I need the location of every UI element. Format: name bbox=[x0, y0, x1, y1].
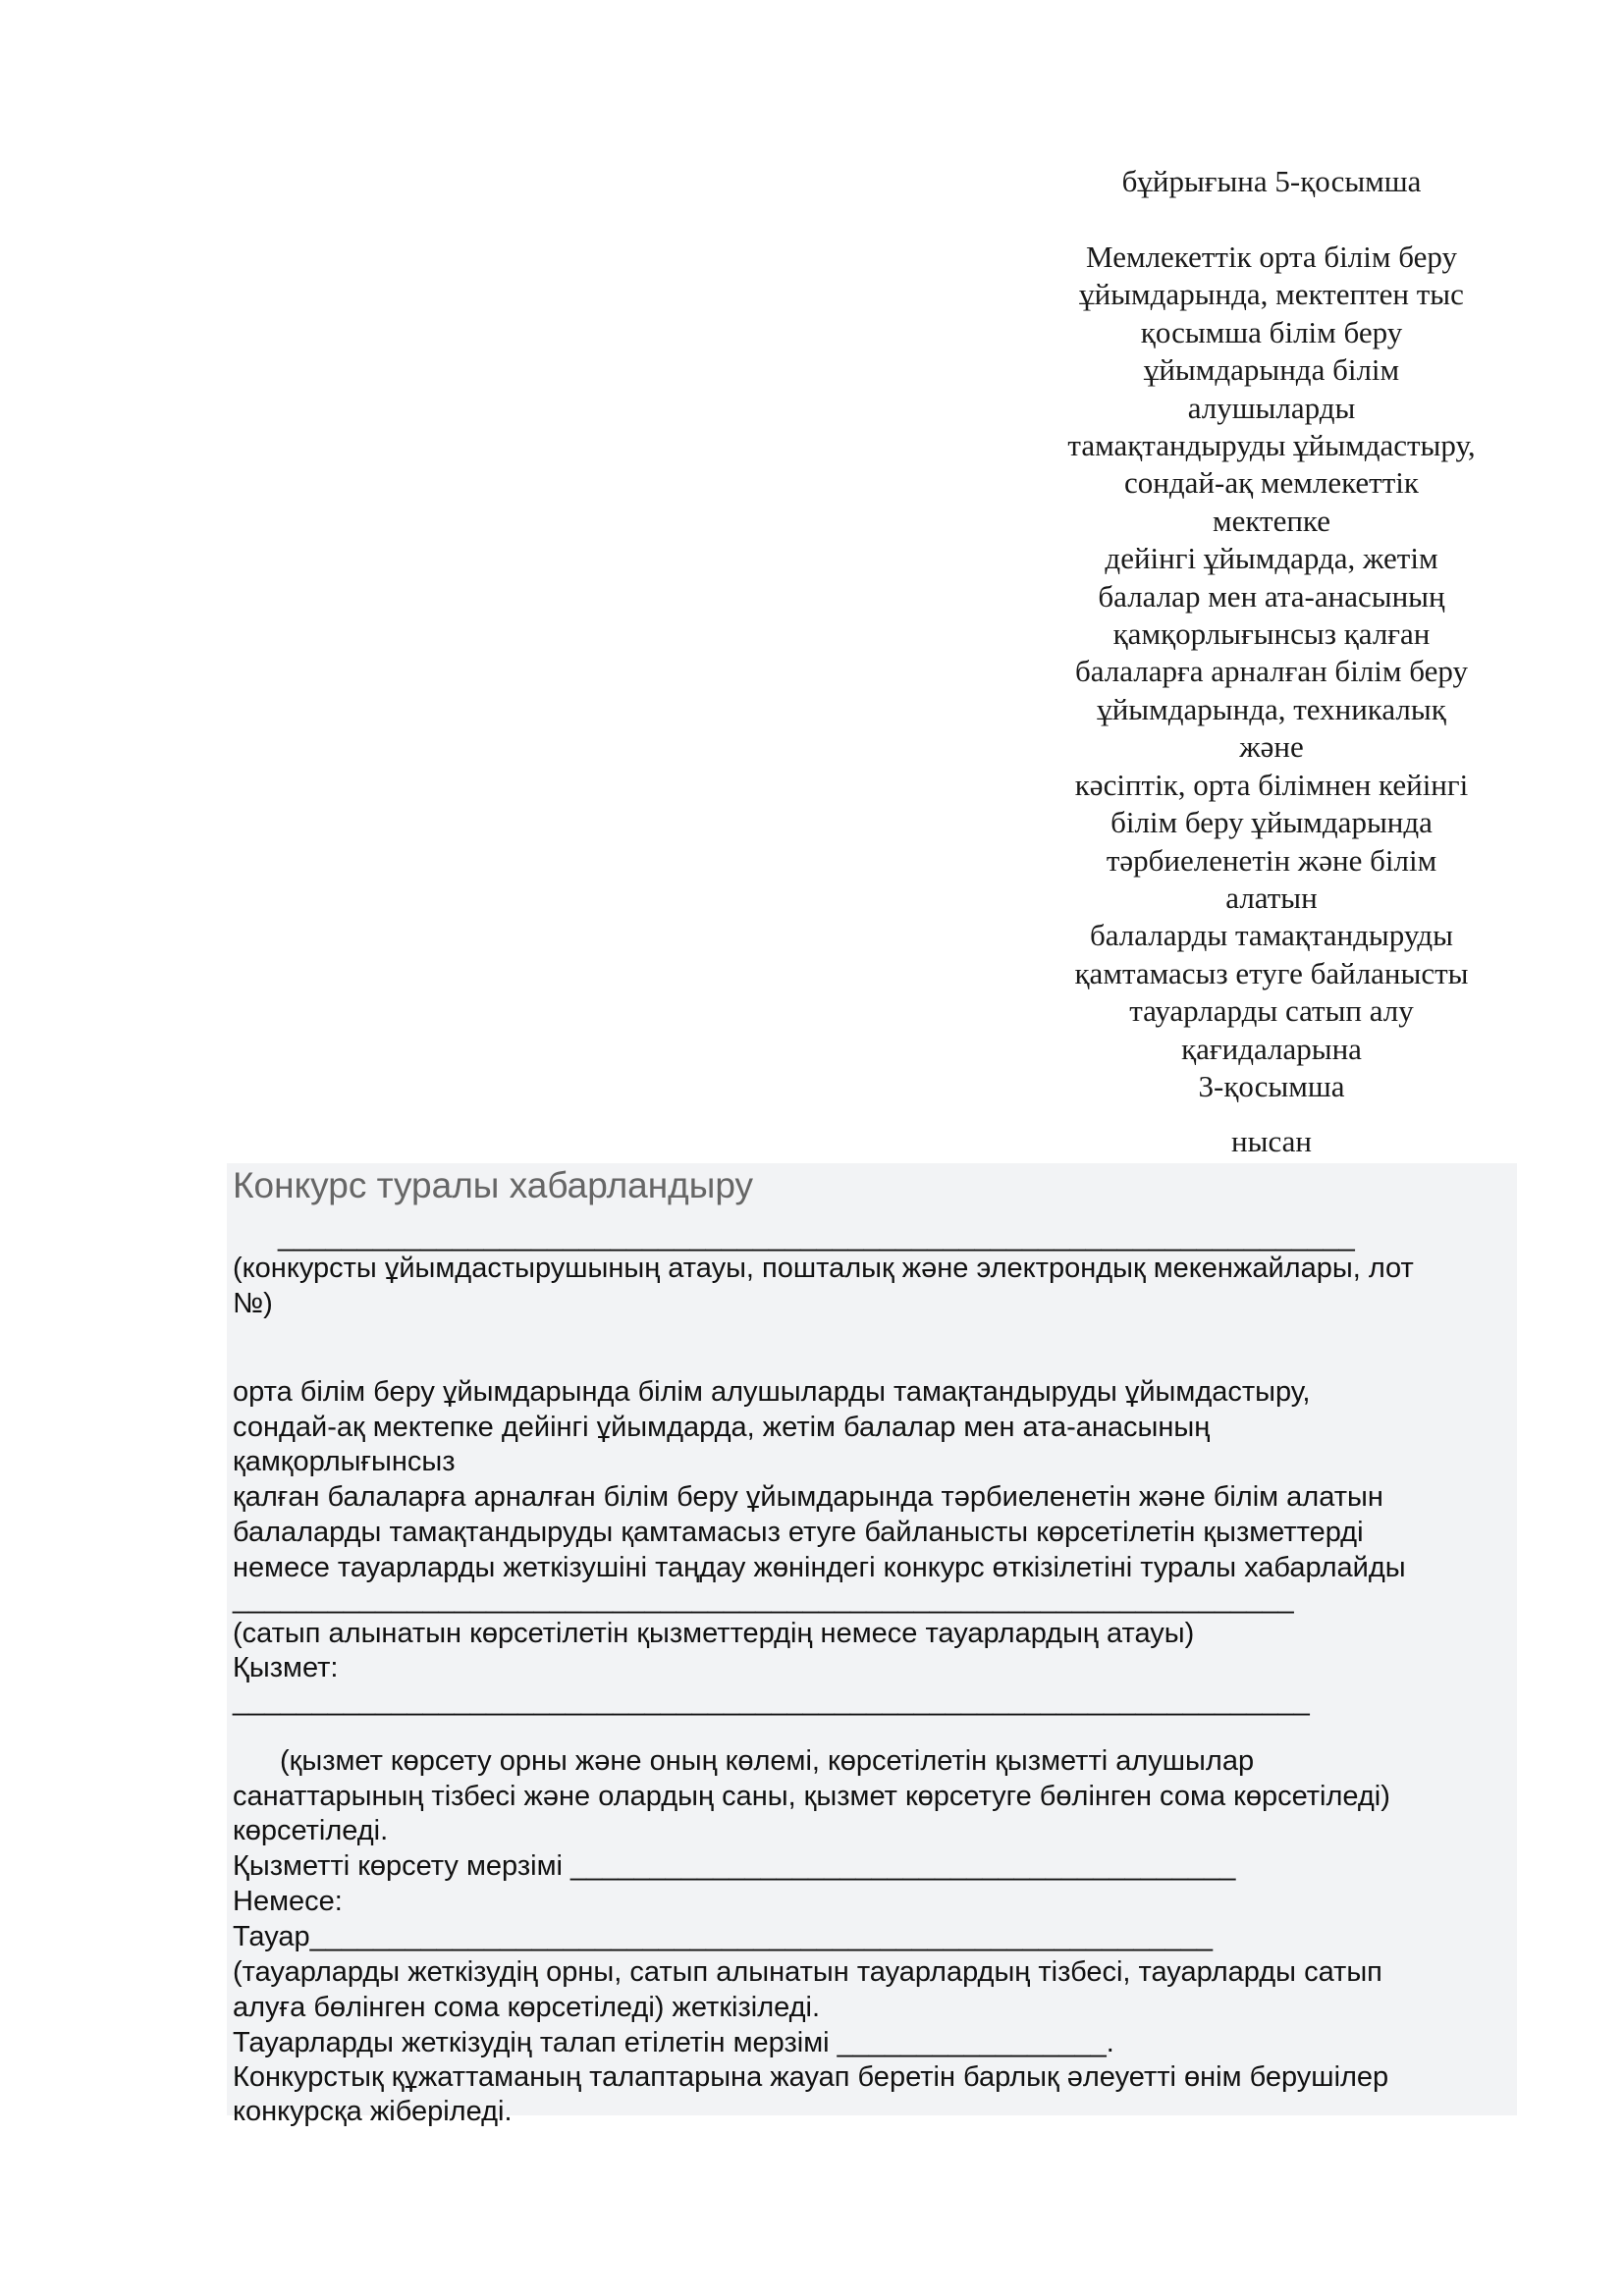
announcement-title: Конкурс туралы хабарландыру bbox=[233, 1165, 754, 1205]
goods-caption: алуға бөлінген сома көрсетіледі) жеткізіледі. bbox=[233, 1992, 821, 2023]
rules-reference-block bbox=[1011, 239, 1532, 1105]
admission-text: конкурсқа жіберіледі. bbox=[233, 2096, 513, 2127]
form-label-text: нысан bbox=[1231, 1124, 1312, 1158]
rules-line: тауарларды сатып алу bbox=[1129, 993, 1414, 1029]
rules-line: кәсіптік, орта білімнен кейінгі bbox=[1074, 767, 1469, 802]
service-label: Қызмет: bbox=[233, 1652, 339, 1683]
rules-line: тамақтандыруды ұйымдастыру, bbox=[1067, 428, 1476, 463]
rules-line: балалар мен ата-анасының bbox=[1098, 578, 1445, 614]
service-caption: көрсетіледі. bbox=[233, 1815, 389, 1846]
rules-line: қамтамасыз етуге байланысты bbox=[1074, 955, 1469, 990]
appendix-order-reference bbox=[1011, 163, 1532, 200]
intro-text: сондай-ақ мектепке дейінгі ұйымдарда, жетім балалар мен ата-анасының bbox=[233, 1412, 1211, 1443]
rules-line: білім беру ұйымдарында bbox=[1110, 805, 1433, 840]
service-caption: санаттарының тізбесі және олардың саны, қызмет көрсетуге бөлінген сома көрсетіледі) bbox=[233, 1781, 1390, 1812]
rules-line: ұйымдарында, техникалық bbox=[1097, 691, 1446, 726]
goods-caption: (тауарларды жеткізудің орны, сатып алынатын тауарлардың тізбесі, тауарларды сатып bbox=[233, 1956, 1382, 1988]
intro-text: қамқорлығынсыз bbox=[233, 1446, 456, 1477]
rules-line: қағидаларына bbox=[1181, 1031, 1362, 1066]
organizer-caption: (конкурсты ұйымдастырушының атауы, пошталық және электрондық мекенжайлары, лот bbox=[233, 1253, 1414, 1284]
or-label: Немесе: bbox=[233, 1886, 343, 1917]
rules-line: Мемлекеттік орта білім беру bbox=[1086, 240, 1457, 274]
subject-blank-line: ___________________________________________________________________ bbox=[233, 1583, 1294, 1615]
rules-line: қамқорлығынсыз қалған bbox=[1112, 616, 1431, 652]
admission-text: Конкурстық құжаттаманың талаптарына жауап беретін барлық әлеуетті өнім берушілер bbox=[233, 2061, 1389, 2093]
intro-text: орта білім беру ұйымдарында білім алушыларды тамақтандыруды ұйымдастыру, bbox=[233, 1376, 1311, 1408]
service-blank-line: ____________________________________________________________________ bbox=[233, 1685, 1310, 1717]
rules-line: қосымша білім беру bbox=[1140, 314, 1403, 349]
rules-line: тәрбиеленетін және білім bbox=[1106, 842, 1437, 878]
rules-line: балаларға арналған білім беру bbox=[1075, 654, 1468, 689]
rules-line: 3-қосымша bbox=[1198, 1068, 1345, 1103]
rules-line: ұйымдарында, мектептен тыс bbox=[1079, 277, 1464, 312]
organizer-blank-line: ____________________________________________________________________ bbox=[278, 1221, 1355, 1253]
subject-caption: (сатып алынатын көрсетілетін қызметтердің немесе тауарлардың атауы) bbox=[233, 1618, 1195, 1649]
announcement-panel bbox=[227, 1163, 1517, 2127]
rules-line: ұйымдарында білім bbox=[1143, 352, 1400, 388]
rules-line: дейінгі ұйымдарда, жетім bbox=[1105, 541, 1438, 576]
service-term: Қызметті көрсету мерзімі __________________________________________ bbox=[233, 1850, 1236, 1882]
goods-line: Тауар_________________________________________________________ bbox=[233, 1921, 1213, 1952]
rules-line: алушыларды bbox=[1187, 390, 1356, 425]
form-label bbox=[1011, 1123, 1532, 1160]
organizer-caption: №) bbox=[233, 1288, 273, 1319]
intro-text: қалған балаларға арналған білім беру ұйымдарында тәрбиеленетін және білім алатын bbox=[233, 1481, 1383, 1513]
rules-line: және bbox=[1239, 729, 1304, 765]
rules-line: сондай-ақ мемлекеттік bbox=[1124, 465, 1419, 501]
rules-line: мектепке bbox=[1213, 503, 1330, 538]
service-caption: (қызмет көрсету орны және оның көлемі, көрсетілетін қызметті алушылар bbox=[280, 1745, 1255, 1777]
goods-term: Тауарларды жеткізудің талап етілетін мерзімі _________________. bbox=[233, 2027, 1114, 2058]
intro-text: немесе тауарларды жеткізушіні таңдау жөніндегі конкурс өткізілетіні туралы хабарлайды bbox=[233, 1552, 1406, 1583]
intro-text: балаларды тамақтандыруды қамтамасыз етуге байланысты көрсетілетін қызметтерді bbox=[233, 1517, 1364, 1548]
rules-line: алатын bbox=[1225, 880, 1318, 915]
rules-line: балаларды тамақтандыруды bbox=[1089, 918, 1453, 953]
order-reference-text: бұйрығына 5-қосымша bbox=[1121, 164, 1422, 198]
